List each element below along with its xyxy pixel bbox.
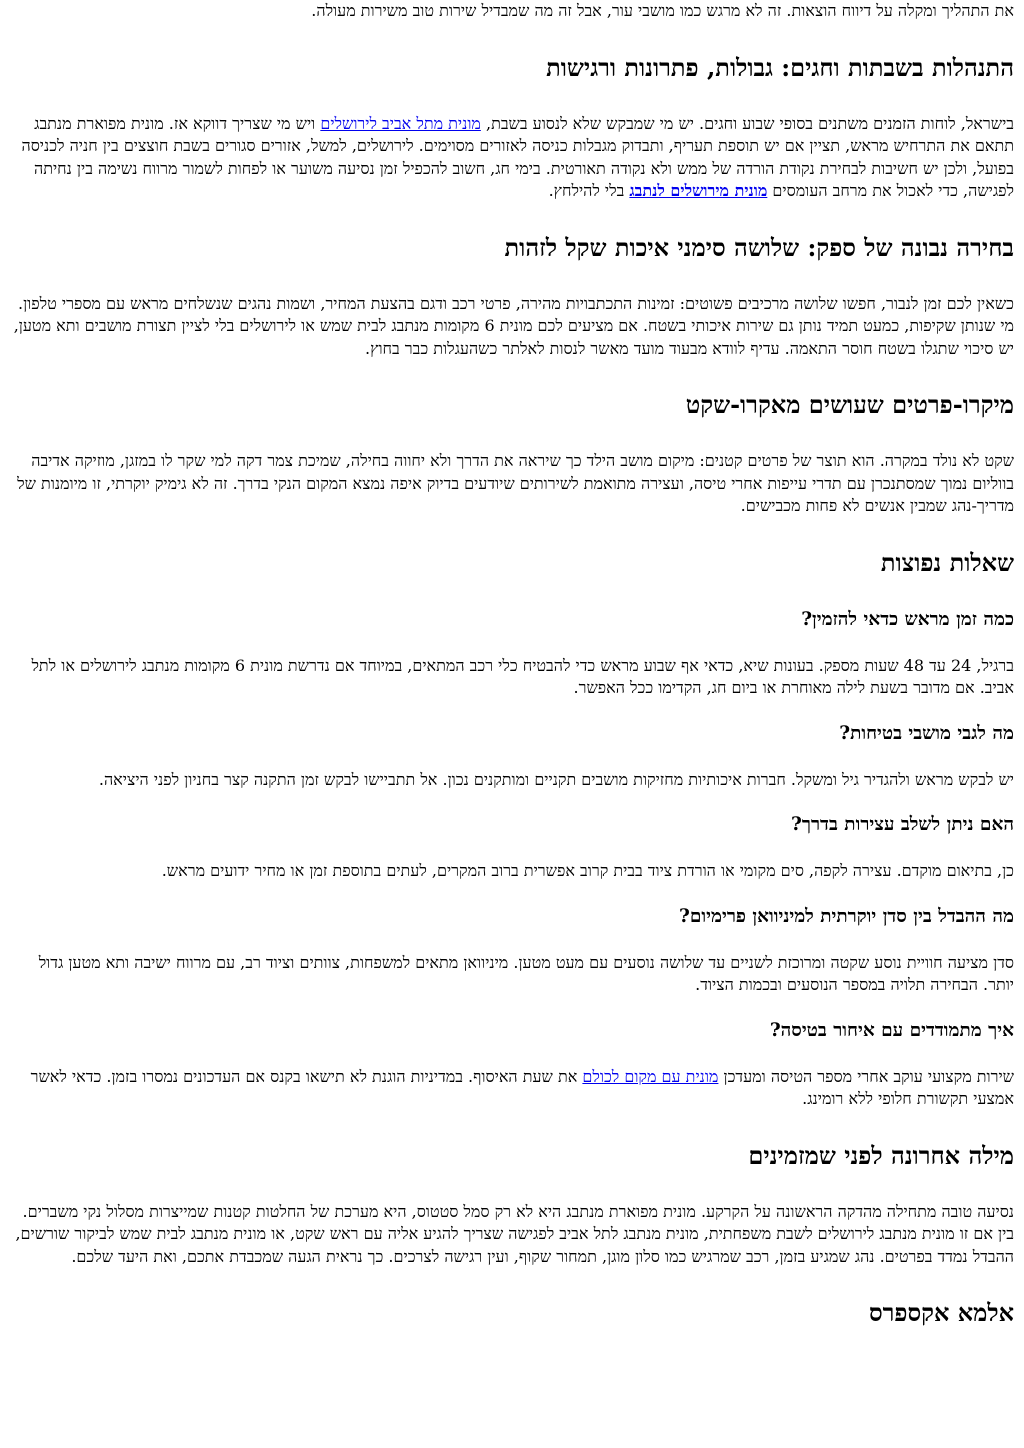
link-jerusalem-airport[interactable]: מונית מירושלים לנתבג — [629, 181, 768, 200]
faq-answer: כן, בתיאום מוקדם. עצירה לקפה, סים מקומי או הורדת ציוד בבית קרוב אפשרית ברוב המקרים, לעתים בתוספת זמן או מחיר ידועים מראש. — [161, 861, 1014, 880]
faq-answer-text-1: שירות מקצועי עוקב אחרי מספר הטיסה ומעדכן — [718, 1066, 1014, 1086]
link-tel-aviv-jerusalem[interactable]: מונית מתל אביב לירושלים — [320, 113, 481, 133]
intro-paragraph: את התהליך ומקלה על דיווח הוצאות. זה לא מרגש כמו מושבי עור, אבל זה מה שמבדיל שירות טוב משירות מעולה. — [311, 1, 1014, 20]
heading-micro: מיקרו-פרטים שעושים מאקרו-שקט — [685, 390, 1014, 419]
faq-answer: יש לבקש מראש ולהגדיר גיל ומשקל. חברות איכותיות מחזיקות מושבים תקניים ומותקנים נכון. אל תתביישו לבקש זמן התקנה קצר בחניון לפני היציאה. — [98, 769, 1014, 789]
paragraph-shabbat-text-2: ויש מי שצריך דווקא אז. מונית מפוארת מנתבג תתאם את התרחיש מראש, תציין אם יש תוספת תעריף, ותבדוק מגבלות כניסה לאזורים מסוימים. לירושלים, למשל, אזורים סגורים בשבת חוצצים בין חניה לכניסה בפועל, ולכן יש חשיבות לבחירת נקודת הורדה של ממש ולא נקודה תאורטית. בימי חג, חשוב להכפיל זמן נסיעה משוער או לפחות לשמור מרווח נשימה בין נחיתה לפגישה, כדי לאכול את מרחב העומסים — [21, 113, 1014, 200]
heading-final: מילה אחרונה לפני שמזמינים — [748, 1140, 1014, 1170]
brand-heading: אלמא אקספרס — [868, 1298, 1014, 1327]
paragraph-shabbat-text-3: בלי להילחץ. — [548, 181, 630, 200]
paragraph-final: נסיעה טובה מתחילה מהדקה הראשונה על הקרקע. מונית מפוארת מנתבג היא לא רק סמל סטטוס, היא מערכת של החלטות קטנות שמייצרות מסלול נקי משברים. בין אם זו מונית מנתבג לירושלים לשבת משפחתית, מונית מנתבג לתל אביב לפגישה שצריך להגיע אליה עם ראש שקט, או מונית מנתבג לבית שמש לביקור שורשים, ההבדל נמדד בפרטים. נהג שמגיע בזמן, רכב שמרגיש כמו סלון מוגן, תמחור שקוף, ועין רגישה לצרכים. כך נראית הגעה שמכבדת אתכם, ואת היעד שלכם. — [15, 1201, 1014, 1266]
faq-answer — [12, 1066, 1014, 1111]
paragraph-micro: שקט לא נולד במקרה. הוא תוצר של פרטים קטנים: מיקום מושב הילד כך שיראה את הדרך ולא יחווה בחילה, שמיכת צמר דקה למי שקר לו במזגן, מוזיקה אדיבה בווליום נמוך שמסתנכרן עם תדרי עייפות אחרי טיסה, ועצירה מתואמת לשירותים שיודעים בדיוק איפה נמצא המקום הנקי בדרך. זה לא גימיק יוקרתי, זו מיומנות של מדריך-נהג שמבין אנשים לא פחות מכבישים. — [17, 451, 1014, 515]
heading-shabbat: התנהלות בשבתות וחגים: גבולות, פתרונות ורגישות — [546, 52, 1014, 82]
faq-answer: סדן מציעה חוויית נוסע שקטה ומרוכזת לשניים עד שלושה נוסעים עם מעט מטען. מיניוואן מתאים למשפחות, צוותים וציוד רב, עם מרווח ישיבה ותא מטען גדול יותר. הבחירה תלויה במספר הנוסעים ובכמות הציוד. — [38, 952, 1014, 994]
faq-question: איך מתמודדים עם איחור בטיסה? — [769, 1019, 1014, 1041]
paragraph-shabbat-text-1: בישראל, לוחות הזמנים משתנים בסופי שבוע וחגים. יש מי שמבקש שלא לנסוע בשבת, — [480, 113, 1014, 133]
faq-answer-text-2: את שעת האיסוף. במדיניות הוגנת לא תישאו בקנס אם העדכונים נמסרו בזמן. כדאי לאשר אמצעי תקשורת חלופי ללא רומינג. — [30, 1066, 1014, 1108]
faq-question: מה ההבדל בין סדן יוקרתית למיניוואן פרימיום? — [679, 905, 1014, 927]
heading-choice: בחירה נבונה של ספק: שלושה סימני איכות שקל לזהות — [504, 232, 1014, 262]
paragraph-shabbat — [12, 113, 1014, 203]
link-taxi-room-for-all[interactable]: מונית עם מקום לכולם — [582, 1066, 719, 1086]
heading-faq: שאלות נפוצות — [880, 547, 1014, 577]
faq-question: כמה זמן מראש כדאי להזמין? — [801, 608, 1014, 630]
faq-question: מה לגבי מושבי בטיחות? — [839, 722, 1014, 744]
faq-answer: ברגיל, 24 עד 48 שעות מספק. בעונות שיא, כדאי אף שבוע מראש כדי להבטיח כלי רכב המתאים, במיוחד אם נדרשת מונית 6 מקומות מנתבג לירושלים או לתל אביב. אם מדובר בשעת לילה מאוחרת או ביום חג, הקדימו ככל האפשר. — [31, 655, 1014, 697]
faq-question: האם ניתן לשלב עצירות בדרך? — [791, 814, 1014, 835]
paragraph-choice: כשאין לכם זמן לנבור, חפשו שלושה מרכיבים פשוטים: זמינות התכתבויות מהירה, פרטי רכב ודגם בהצעת המחיר, ושמות נהגים שנשלחים מראש עם מספרי טלפון. מי שנותן שקיפות, כמעט תמיד נותן גם שירות איכותי בשטח. אם מציעים לכם מונית 6 מקומות מנתבג לבית שמש או לירושלים בלי לציין תצורת מושבים ותא מטען, יש סיכוי שתגלו בשטח חוסר התאמה. עדיף לוודא מבעוד מועד מאשר לנסות לאלתר כשהעגלות כבר בחוץ. — [13, 293, 1014, 358]
